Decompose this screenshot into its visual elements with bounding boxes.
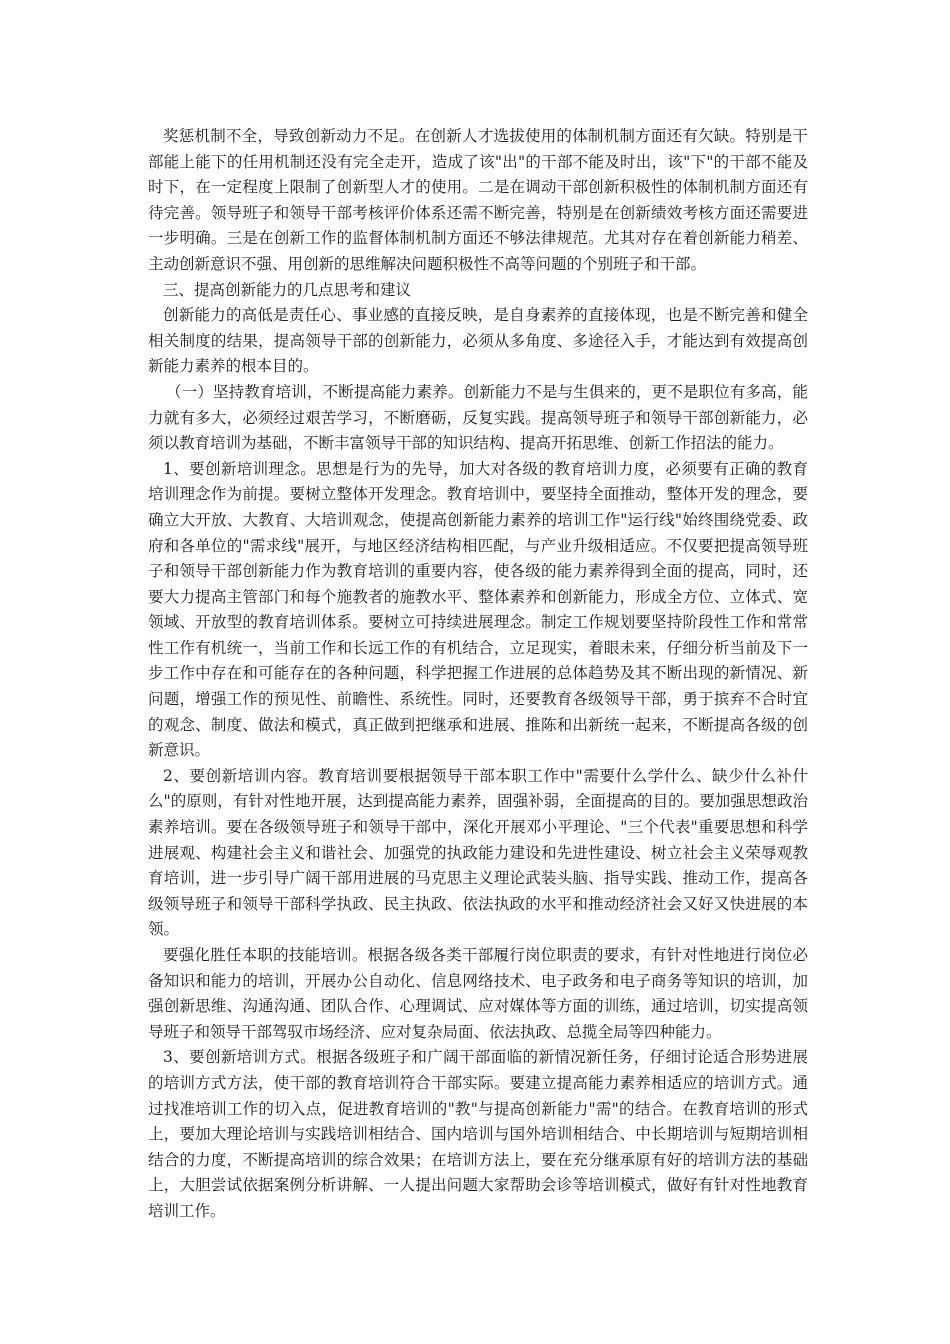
document-body <box>148 124 808 1225</box>
paragraph-innovation-ability: 创新能力的高低是责任心、事业感的直接反映，是自身素养的直接体现，也是不断完善和健全相关制度的结果，提高领导干部的创新能力，必须从多角度、多途径入手，才能达到有效提高创新能力素养的根本目的。 <box>148 306 808 376</box>
paragraph-incentive-mechanism: 奖惩机制不全，导致创新动力不足。在创新人才选拔使用的体制机制方面还有欠缺。特别是干部能上能下的任用机制还没有完全走开，造成了该"出"的干部不能及时出，该"下"的干部不能及时下，在一定程度上限制了创新型人才的使用。二是在调动干部创新积极性的体制机制方面还有待完善。领导班子和领导干部考核评价体系还需不断完善，特别是在创新绩效考核方面还需要进一步明确。三是在创新工作的监督体制机制方面还不够法律规范。尤其对存在着创新能力稍差、主动创新意识不强、用创新的思维解决问题积极性不高等问题的个别班子和干部。 <box>148 127 808 273</box>
subsection-heading-1: （一）坚持教育培训，不断提高能力素养。创新能力不是与生俱来的，更不是职位有多高，能力就有多大，必须经过艰苦学习，不断磨砺，反复实践。提高领导班子和领导干部创新能力，必须以教育培训为基础，不断丰富领导干部的知识结构、提高开拓思维、创新工作招法的能力。 <box>148 382 808 453</box>
paragraph-training-concept: 1、要创新培训理念。思想是行为的先导，加大对各级的教育培训力度，必须要有正确的教育培训理念作为前提。要树立整体开发理念。教育培训中，要坚持全面推动，整体开发的理念，要确立大开放、大教育、大培训观念，使提高创新能力素养的培训工作"运行线"始终围绕党委、政府和各单位的"需求线"展开，与地区经济结构相匹配，与产业升级相适应。不仅要把提高领导班子和领导干部创新能力作为教育培训的重要内容，使各级的能力素养得到全面的提高，同时，还要大力提高主管部门和每个施教者的施教水平、整体素养和创新能力，形成全方位、立体式、宽领域、开放型的教育培训体系。要树立可持续进展理念。制定工作规划要坚持阶段性工作和常常性工作有机统一，当前工作和长远工作的有机结合，立足现实，着眼未来，仔细分析当前及下一步工作中存在和可能存在的各种问题，科学把握工作进展的总体趋势及其不断出现的新情况、新问题，增强工作的预见性、前瞻性、系统性。同时，还要教育各级领导干部，勇于摈弃不合时宜的观念、制度、做法和模式，真正做到把继承和进展、推陈和出新统一起来，不断提高各级的创新意识。 <box>148 459 808 760</box>
paragraph-training-content: 2、要创新培训内容。教育培训要根据领导干部本职工作中"需要什么学什么、缺少什么补什么"的原则，有针对性地开展，达到提高能力素养，固强补弱，全面提高的目的。要加强思想政治素养培训。要在各级领导班子和领导干部中，深化开展邓小平理论、"三个代表"重要思想和科学进展观、构建社会主义和谐社会、加强党的执政能力建设和先进性建设、树立社会主义荣辱观教育培训，进一步引导广阔干部用进展的马克思主义理论武装头脑、指导实践、推动工作，提高各级领导班子和领导干部科学执政、民主执政、依法执政的水平和推动经济社会又好又快进展的本领。 <box>148 766 808 939</box>
section-heading-3: 三、提高创新能力的几点思考和建议 <box>163 280 412 299</box>
paragraph-skill-training: 要强化胜任本职的技能培训。根据各级各类干部履行岗位职责的要求，有针对性地进行岗位必备知识和能力的培训，开展办公自动化、信息网络技术、电子政务和电子商务等知识的培训，加强创新思维、沟通沟通、团队合作、心理调试、应对媒体等方面的训练，通过培训，切实提高领导班子和领导干部驾驭市场经济、应对复杂局面、依法执政、总揽全局等四种能力。 <box>148 946 808 1041</box>
paragraph-training-method: 3、要创新培训方式。根据各级班子和广阔干部面临的新情况新任务，仔细讨论适合形势进展的培训方式方法，使干部的教育培训符合干部实际。要建立提高能力素养相适应的培训方式。通过找准培训工作的切入点，促进教育培训的"教"与提高创新能力"需"的结合。在教育培训的形式上，要加大理论培训与实践培训相结合、国内培训与国外培训相结合、中长期培训与短期培训相结合的力度，不断提高培训的综合效果；在培训方法上，要在充分继承原有好的培训方法的基础上，大胆尝试依据案例分析讲解、一人提出问题大家帮助会诊等培训模式，做好有针对性地教育培训工作。 <box>148 1048 808 1220</box>
